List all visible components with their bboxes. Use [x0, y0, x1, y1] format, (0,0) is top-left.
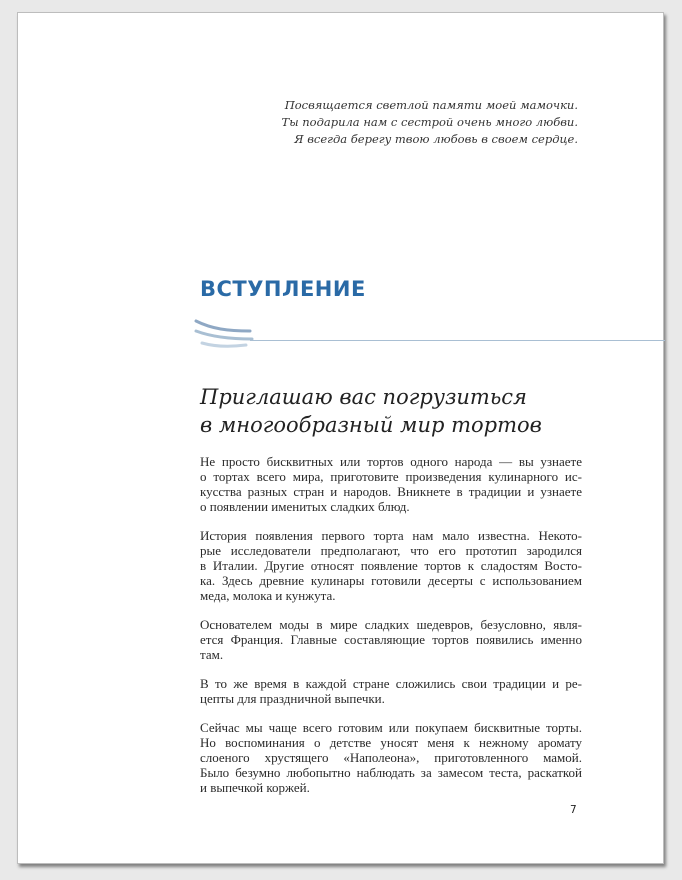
- text-line: Не просто бисквитных или тортов одного народа — вы узнаете: [200, 454, 582, 469]
- page-number: 7: [570, 804, 577, 816]
- paragraph: [200, 454, 582, 514]
- text-line: меда, молока и кунжута.: [200, 588, 336, 603]
- paragraph: [200, 528, 582, 603]
- subtitle-line: Приглашаю вас погрузиться: [200, 385, 527, 409]
- section-subtitle: [200, 383, 542, 439]
- paragraph: [200, 720, 582, 795]
- text-line: о появлении именитых сладких блюд.: [200, 499, 410, 514]
- text-line: слоеного хрустящего «Наполеона», приготовленного мамой.: [200, 750, 582, 765]
- dedication: [218, 97, 578, 148]
- text-line: История появления первого торта нам мало известна. Некото-: [200, 528, 582, 543]
- text-line: ка. Здесь древние кулинары готовили десерты с использованием: [200, 573, 582, 588]
- text-line: ется Франция. Главные составляющие тортов появились именно: [200, 632, 582, 647]
- text-line: и выпечкой коржей.: [200, 780, 310, 795]
- paragraph: [200, 676, 582, 706]
- text-line: Сейчас мы чаще всего готовим или покупаем бисквитные торты.: [200, 720, 582, 735]
- body-text: [200, 454, 582, 809]
- subtitle-line: в многообразный мир тортов: [200, 413, 542, 437]
- text-line: Но воспоминания о детстве уносят меня к нежному аромату: [200, 735, 582, 750]
- paragraph: [200, 617, 582, 662]
- text-line: там.: [200, 647, 224, 662]
- text-line: рые исследователи предполагают, что его прототип зародился: [200, 543, 582, 558]
- text-line: цепты для праздничной выпечки.: [200, 691, 385, 706]
- text-line: Основателем моды в мире сладких шедевров, безусловно, явля-: [200, 617, 582, 632]
- chapter-title: ВСТУПЛЕНИЕ: [200, 277, 366, 301]
- dedication-line: Я всегда берегу твою любовь в своем сердце.: [294, 132, 578, 146]
- horizontal-rule: [250, 340, 665, 341]
- text-line: В то же время в каждой стране сложились свои традиции и ре-: [200, 676, 582, 691]
- text-line: Было безумно любопытно наблюдать за замесом теста, раскаткой: [200, 765, 582, 780]
- swoosh-ornament-icon: [194, 317, 254, 357]
- text-line: кусства разных стран и народов. Вникнете в традиции и узнаете: [200, 484, 582, 499]
- dedication-line: Ты подарила нам с сестрой очень много любви.: [281, 115, 578, 129]
- text-line: в Италии. Другие относят появление тортов к сладостям Восто-: [200, 558, 582, 573]
- text-line: о тортах всего мира, приготовите произведения кулинарного ис-: [200, 469, 582, 484]
- dedication-line: Посвящается светлой памяти моей мамочки.: [284, 98, 578, 112]
- book-page: [17, 12, 664, 864]
